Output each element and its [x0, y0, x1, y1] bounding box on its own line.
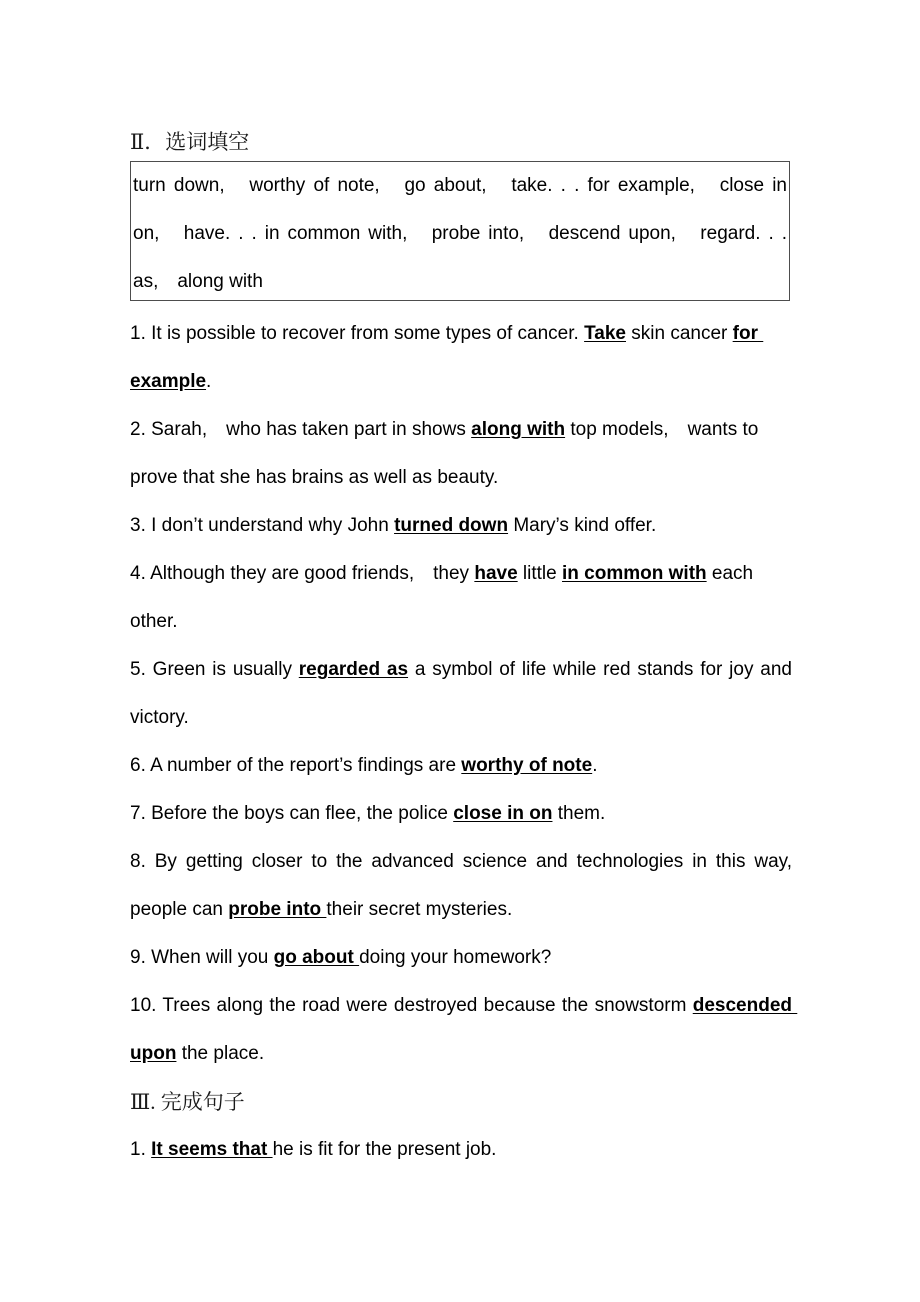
sentence-text: 1.: [130, 1139, 152, 1160]
answer-text: turned down: [394, 515, 509, 536]
exercise-item: [130, 646, 798, 742]
sentence-text: a symbol of life while red stands for joy and victory.: [130, 659, 798, 728]
sentence-text: 10. Trees along the road were destroyed because the snowstorm: [130, 995, 693, 1016]
sentence-text: 4. Although they are good friends, they: [130, 563, 475, 584]
sentence-text: skin cancer: [626, 323, 733, 344]
exercise-item: [130, 790, 792, 838]
sentence-text: each other.: [130, 563, 759, 632]
answer-text: descended upon: [130, 995, 798, 1064]
answer-text: close in on: [453, 803, 553, 824]
word-bank-text: [131, 162, 789, 306]
exercise-item: [130, 502, 792, 550]
exercise-list-section-3: [130, 1126, 792, 1174]
answer-text: in common with: [562, 563, 707, 584]
sentence-text: Mary’s kind offer.: [508, 515, 657, 536]
exercise-item: [130, 838, 798, 934]
answer-text: have: [474, 563, 518, 584]
sentence-text: top models, wants to prove that she has brains as well as beauty.: [130, 419, 764, 488]
answer-text: along with: [471, 419, 566, 440]
word-bank-line: on, have. . . in common with, probe into, descend upon, regard. . .: [133, 223, 787, 244]
sentence-text: he is fit for the present job.: [272, 1139, 497, 1160]
sentence-text: 3. I don’t understand why John: [130, 515, 395, 536]
sentence-text: their secret mysteries.: [326, 899, 513, 920]
word-bank-box: [130, 161, 790, 301]
sentence-text: the place.: [176, 1043, 265, 1064]
exercise-item: [130, 934, 792, 982]
section-heading-3: Ⅲ. 完成句子: [130, 1090, 245, 1114]
sentence-text: doing your homework?: [359, 947, 552, 968]
answer-text: It seems that: [151, 1139, 273, 1160]
exercise-item: [130, 982, 798, 1078]
answer-text: Take: [584, 323, 626, 344]
exercise-item: [130, 310, 792, 406]
sentence-text: .: [206, 371, 212, 392]
exercise-item: [130, 1126, 792, 1174]
sentence-text: 8. By getting closer to the advanced science and technologies in this way, people can: [130, 851, 798, 920]
answer-text: worthy of note: [461, 755, 593, 776]
word-bank-line: as, along with: [133, 271, 263, 292]
sentence-text: .: [592, 755, 598, 776]
sentence-text: 7. Before the boys can flee, the police: [130, 803, 454, 824]
answer-text: go about: [273, 947, 360, 968]
sentence-text: 5. Green is usually: [130, 659, 299, 680]
answer-text: probe into: [228, 899, 327, 920]
sentence-text: 2. Sarah, who has taken part in shows: [130, 419, 472, 440]
exercise-list-section-2: [130, 310, 798, 1078]
answer-text: regarded as: [298, 659, 409, 680]
answer-text: for example: [130, 323, 764, 392]
exercise-item: [130, 742, 792, 790]
sentence-text: them.: [552, 803, 606, 824]
sentence-text: 6. A number of the report’s findings are: [130, 755, 462, 776]
exercise-item: [130, 550, 792, 646]
sentence-text: little: [517, 563, 563, 584]
sentence-text: 9. When will you: [130, 947, 274, 968]
sentence-text: 1. It is possible to recover from some types of cancer.: [130, 323, 585, 344]
word-bank-line: turn down, worthy of note, go about, take. . . for example, close in: [133, 175, 787, 196]
section-heading-2: Ⅱ．选词填空: [130, 130, 250, 154]
exercise-item: [130, 406, 792, 502]
